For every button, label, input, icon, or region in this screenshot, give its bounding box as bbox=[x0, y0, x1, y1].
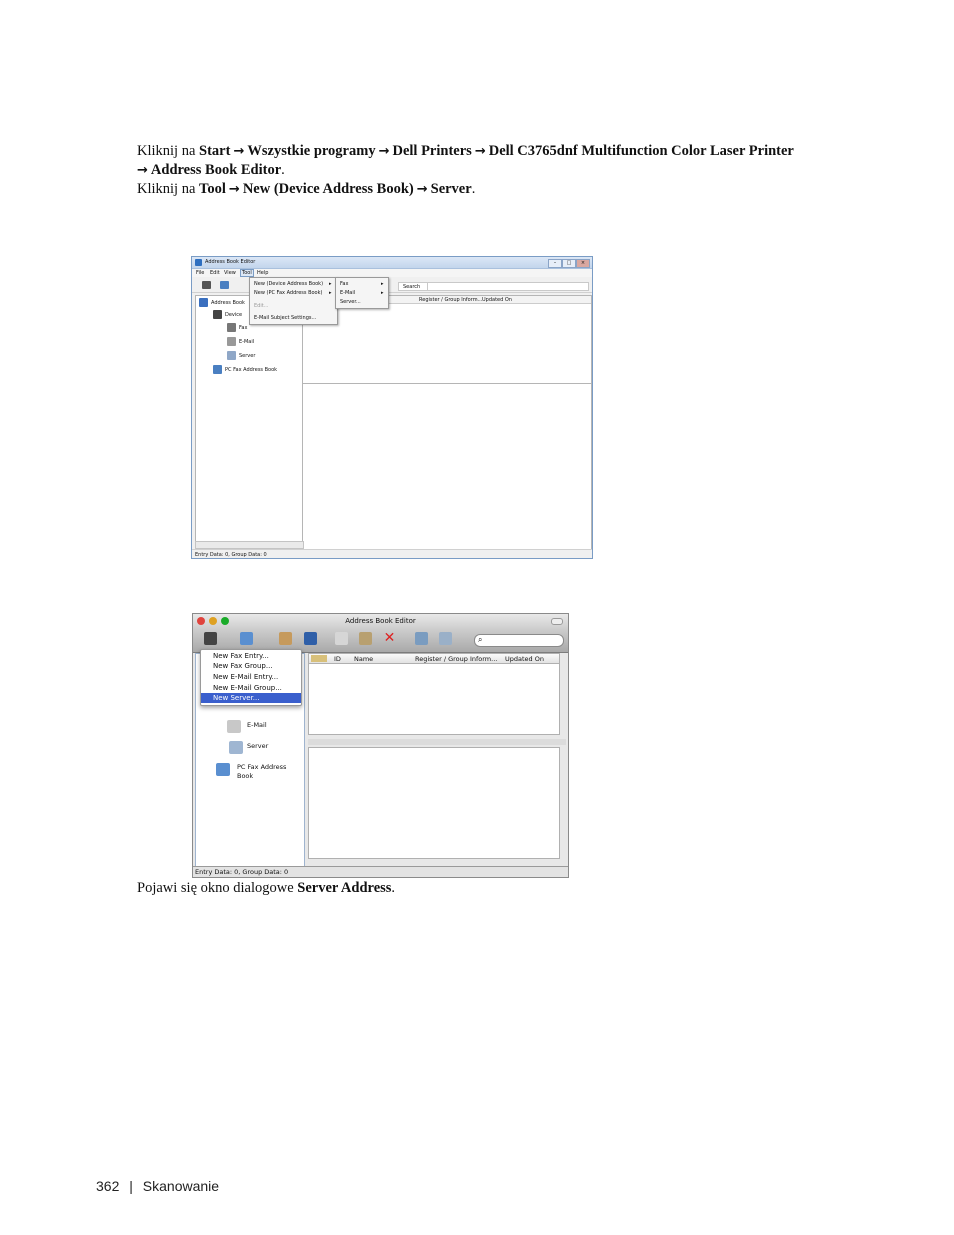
submenu-item-fax[interactable]: Fax bbox=[340, 281, 349, 287]
menu-bar bbox=[192, 269, 592, 277]
tree-device[interactable]: Device bbox=[225, 312, 243, 318]
menu-item-edit[interactable]: Edit... bbox=[254, 303, 269, 309]
pc-fax-icon[interactable] bbox=[240, 632, 253, 645]
horizontal-scrollbar[interactable] bbox=[195, 541, 304, 549]
column-id[interactable]: ID bbox=[334, 655, 341, 663]
popup-item-new-server[interactable]: New Server... bbox=[201, 693, 301, 703]
column-register[interactable]: Register / Group Inform... bbox=[419, 297, 483, 303]
detail-pane bbox=[302, 383, 592, 550]
pane-splitter[interactable] bbox=[308, 739, 566, 745]
tree-email[interactable]: E-Mail bbox=[239, 339, 255, 345]
save-icon[interactable] bbox=[304, 632, 317, 645]
search-icon: ⌕ bbox=[478, 635, 483, 644]
delete-icon[interactable]: ✕ bbox=[383, 630, 396, 646]
search-field[interactable]: Search bbox=[398, 282, 428, 291]
menu-item-new-pc-fax[interactable]: New (PC Fax Address Book) bbox=[254, 290, 323, 296]
instruction-line-3: Kliknij na Tool → New (Device Address Book) → Server. bbox=[137, 181, 476, 197]
app-icon bbox=[195, 259, 202, 266]
column-register[interactable]: Register / Group Inform... bbox=[415, 655, 498, 663]
submenu-arrow-icon: ▸ bbox=[381, 290, 384, 296]
address-book-icon bbox=[199, 298, 208, 307]
tree-email[interactable]: E-Mail bbox=[247, 721, 267, 729]
new-entry-icon[interactable] bbox=[204, 632, 217, 645]
column-updated[interactable]: Updated On bbox=[482, 297, 512, 303]
menu-item-new-device[interactable]: New (Device Address Book) bbox=[254, 281, 324, 287]
redo-icon[interactable] bbox=[439, 632, 452, 645]
popup-item-new-fax-group[interactable]: New Fax Group... bbox=[213, 662, 273, 670]
section-title: Skanowanie bbox=[142, 1178, 220, 1194]
tree-pc-fax[interactable]: PC Fax Address bbox=[237, 763, 287, 771]
arrow-icon: → bbox=[378, 144, 390, 159]
arrow-icon: → bbox=[416, 182, 428, 197]
edit-icon[interactable] bbox=[279, 632, 292, 645]
tool-label: Tool bbox=[199, 181, 226, 197]
submenu-arrow-icon: ▸ bbox=[329, 281, 332, 287]
footer-separator: | bbox=[129, 1178, 133, 1194]
email-icon bbox=[227, 720, 241, 733]
popup-item-new-fax-entry[interactable]: New Fax Entry... bbox=[213, 652, 269, 660]
start-label: Start bbox=[199, 143, 231, 159]
new-entry-popup-menu bbox=[200, 649, 302, 706]
new-device-label: New (Device Address Book) bbox=[242, 181, 414, 197]
arrow-icon: → bbox=[228, 182, 240, 197]
fax-icon bbox=[227, 323, 236, 332]
submenu-item-server[interactable]: Server... bbox=[340, 299, 361, 305]
arrow-icon: → bbox=[137, 163, 148, 178]
search-input[interactable] bbox=[427, 282, 589, 291]
popup-item-new-email-entry[interactable]: New E-Mail Entry... bbox=[213, 673, 279, 681]
column-name[interactable]: Name bbox=[354, 655, 374, 663]
tree-pc-fax-line2: Book bbox=[237, 772, 254, 780]
address-book-editor-label: Address Book Editor bbox=[150, 162, 282, 178]
result-text: Pojawi się okno dialogowe Server Address. bbox=[137, 880, 396, 896]
toolbar-toggle-icon[interactable] bbox=[551, 618, 563, 625]
pc-fax-book-icon bbox=[213, 365, 222, 374]
window-titlebar bbox=[192, 257, 592, 269]
server-address-label: Server Address bbox=[297, 880, 392, 896]
dell-printers-label: Dell Printers bbox=[392, 143, 472, 159]
email-icon bbox=[227, 337, 236, 346]
menu-edit[interactable]: Edit bbox=[210, 270, 220, 276]
pc-fax-book-icon bbox=[216, 763, 230, 776]
menu-view[interactable]: View bbox=[224, 270, 236, 276]
new-entry-icon[interactable] bbox=[202, 281, 211, 289]
tree-fax[interactable]: Fax bbox=[239, 325, 248, 331]
server-label: Server bbox=[430, 181, 472, 197]
tree-root[interactable]: Address Book bbox=[211, 300, 245, 306]
menu-help[interactable]: Help bbox=[257, 270, 269, 276]
window-titlebar bbox=[193, 614, 568, 628]
windows-screenshot bbox=[191, 256, 593, 559]
server-icon bbox=[227, 351, 236, 360]
submenu-arrow-icon: ▸ bbox=[381, 281, 384, 287]
paste-icon[interactable] bbox=[359, 632, 372, 645]
address-book-tree bbox=[195, 295, 304, 542]
pc-fax-icon[interactable] bbox=[220, 281, 229, 289]
tool-menu bbox=[249, 277, 338, 325]
status-bar: Entry Data: 0, Group Data: 0 bbox=[193, 866, 568, 878]
printer-icon bbox=[213, 310, 222, 319]
arrow-icon: → bbox=[233, 144, 245, 159]
search-input[interactable] bbox=[474, 634, 564, 647]
close-icon[interactable]: × bbox=[576, 259, 590, 268]
submenu-arrow-icon: ▸ bbox=[329, 290, 332, 296]
instruction-line-1: Kliknij na Start → Wszystkie programy → Dell Printers → Dell C3765dnf Multifunction Color Laser Printer bbox=[137, 143, 794, 159]
tree-pc-fax[interactable]: PC Fax Address Book bbox=[225, 367, 278, 373]
popup-item-new-email-group[interactable]: New E-Mail Group... bbox=[213, 684, 282, 692]
minimize-icon[interactable]: – bbox=[548, 259, 562, 268]
page-footer bbox=[96, 1178, 219, 1194]
list-header bbox=[309, 654, 559, 664]
menu-item-email-subject[interactable]: E-Mail Subject Settings... bbox=[254, 315, 317, 321]
instruction-line-2: → Address Book Editor. bbox=[137, 162, 285, 178]
new-submenu bbox=[335, 277, 389, 309]
tree-server[interactable]: Server bbox=[239, 353, 256, 359]
column-type-icon bbox=[311, 655, 327, 662]
arrow-icon: → bbox=[474, 144, 486, 159]
window-title: Address Book Editor bbox=[205, 259, 256, 265]
undo-icon[interactable] bbox=[415, 632, 428, 645]
menu-file[interactable]: File bbox=[196, 270, 205, 276]
status-bar: Entry Data: 0, Group Data: 0 bbox=[192, 549, 592, 559]
submenu-item-email[interactable]: E-Mail bbox=[340, 290, 356, 296]
maximize-icon[interactable]: □ bbox=[562, 259, 576, 268]
mac-screenshot bbox=[192, 613, 569, 878]
page-number: 362 bbox=[96, 1178, 120, 1194]
entry-list bbox=[308, 653, 560, 735]
copy-icon[interactable] bbox=[335, 632, 348, 645]
window-title: Address Book Editor bbox=[345, 617, 416, 625]
menu-tool[interactable]: Tool bbox=[242, 270, 252, 276]
printer-label: Dell C3765dnf Multifunction Color Laser Printer bbox=[488, 143, 794, 159]
detail-pane bbox=[308, 747, 560, 859]
column-updated[interactable]: Updated On bbox=[505, 655, 544, 663]
all-programs-label: Wszystkie programy bbox=[247, 143, 376, 159]
server-icon bbox=[229, 741, 243, 754]
tree-server[interactable]: Server bbox=[247, 742, 269, 750]
